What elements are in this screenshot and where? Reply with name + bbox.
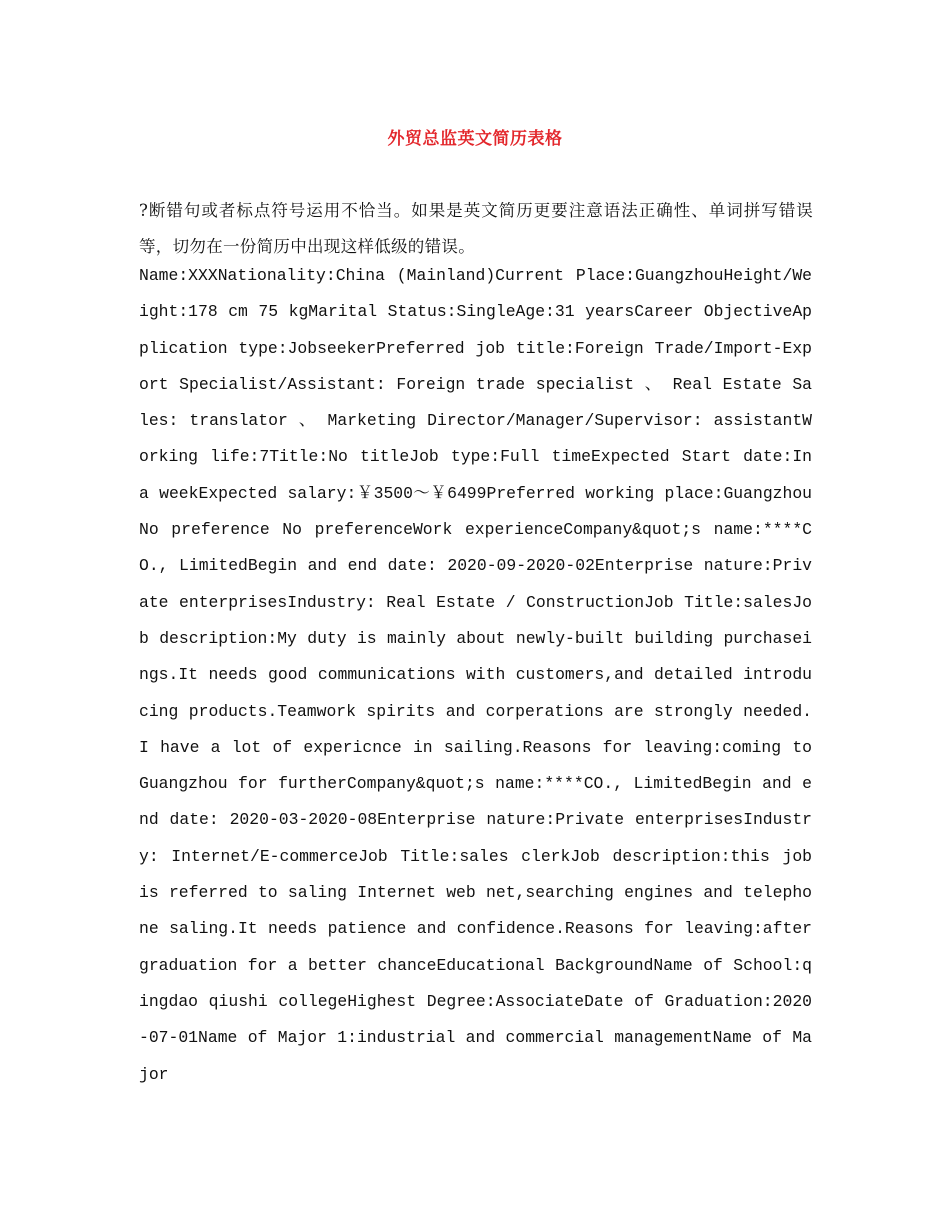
resume-body-text: Name:XXXNationality:China (Mainland)Current Place:GuangzhouHeight/Weight:178 cm 75 kgMarital Status:SingleAge:31 yearsCareer ObjectiveApplication type:JobseekerPreferred job title:Foreign Trade/Import-Export Specialist/Assistant: Foreign trade specialist 、 Real Estate Sales: translator 、 Marketing Director/Manager/Supervisor: assistantWorking life:7Title:No titleJob type:Full timeExpected Start date:In a weekExpected salary:￥3500～￥6499Preferred working place:Guangzhou No preference No preferenceWork experienceCompany&quot;s name:****CO., LimitedBegin and end date: 2020-09-2020-02Enterprise nature:Private enterprisesIndustry: Real Estate / ConstructionJob Title:salesJob description:My duty is mainly about newly-built building purchaseings.It needs good communications with customers,and detailed introducing products.Teamwork spirits and corperations are strongly needed.I have a lot of expericnce in sailing.Reasons for leaving:coming to Guangzhou for furtherCompany&quot;s name:****CO., LimitedBegin and end date: 2020-03-2020-08Enterprise nature:Private enterprisesIndustry: Internet/E-commerceJob Title:sales clerkJob description:this job is referred to saling Internet web net,searching engines and telephone saling.It needs patience and confidence.Reasons for leaving:after graduation for a better chanceEducational BackgroundName of School:qingdao qiushi collegeHighest Degree:AssociateDate of Graduation:2020-07-01Name of Major 1:industrial and commercial managementName of Major [139, 266, 812, 1084]
intro-paragraph: ?断错句或者标点符号运用不恰当。如果是英文简历更要注意语法正确性、单词拼写错误等，切勿在一份简历中出现这样低级的错误。 [139, 201, 813, 256]
document-title: 外贸总监英文简历表格 [387, 129, 563, 149]
